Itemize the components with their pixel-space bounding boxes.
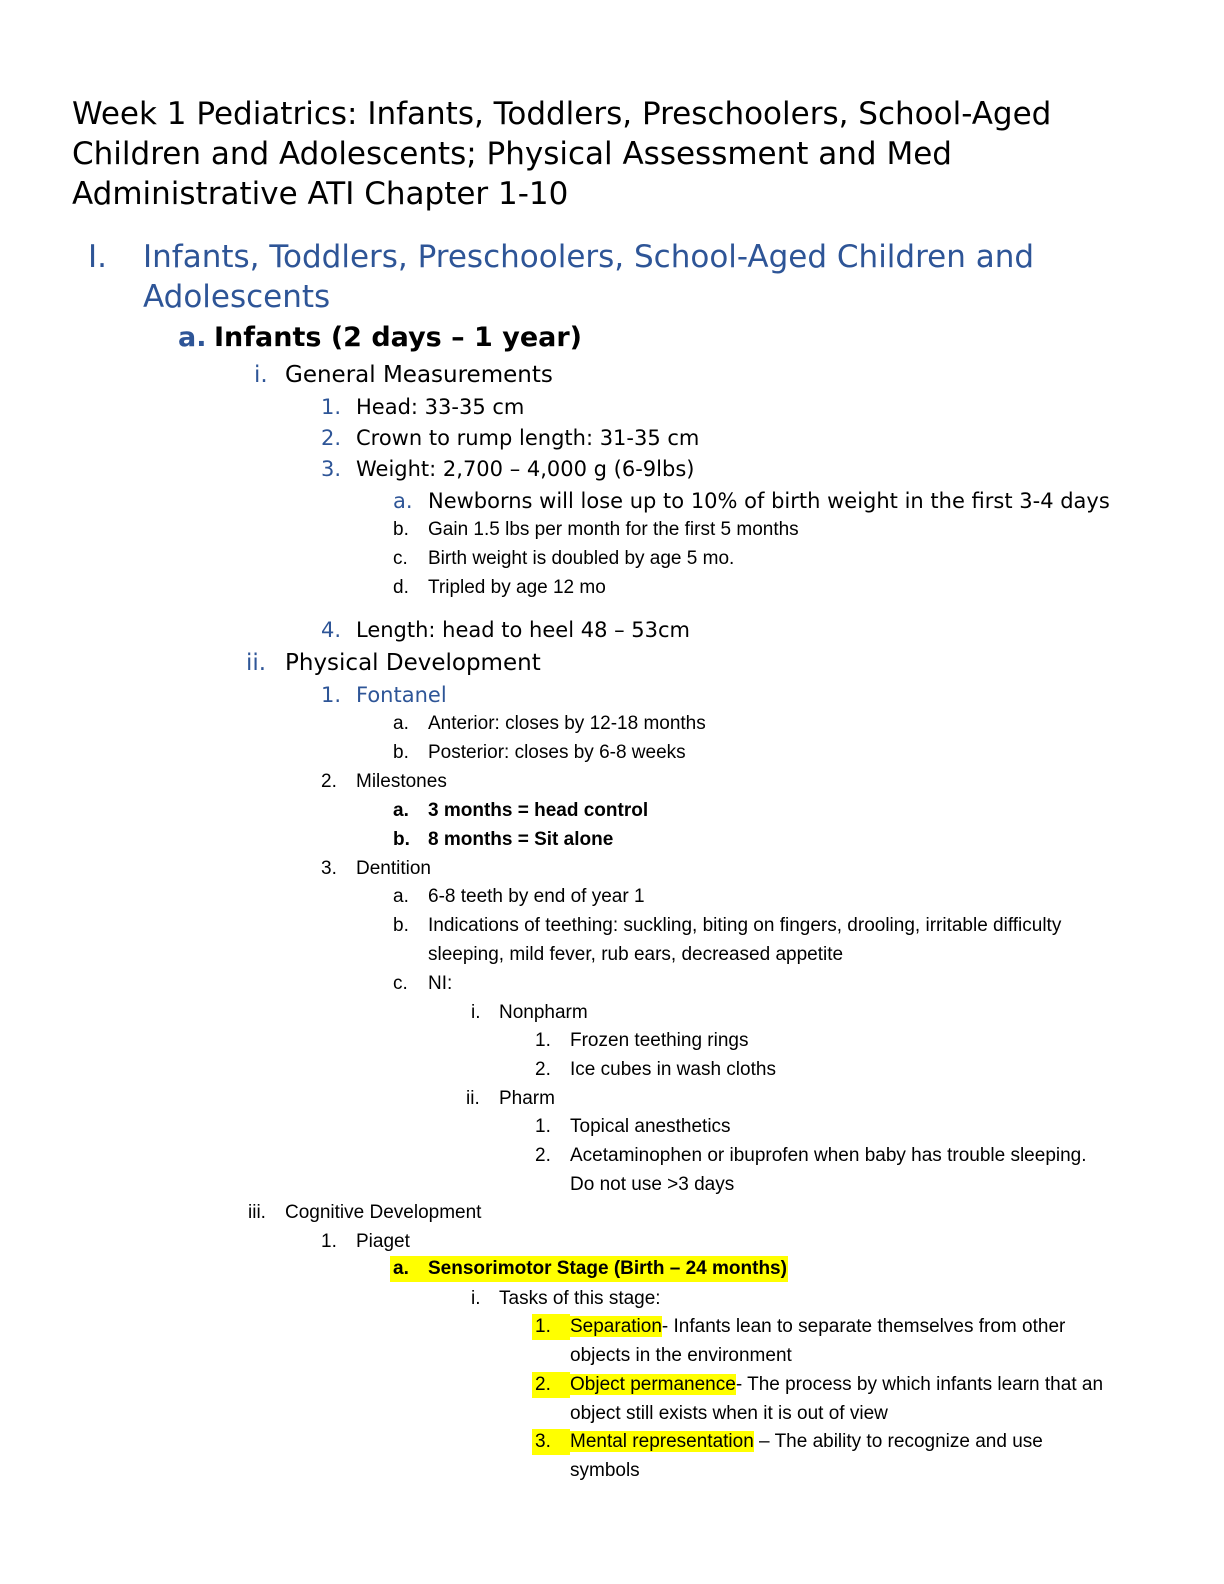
list-marker: b.: [393, 829, 410, 850]
list-item-text: Crown to rump length: 31-35 cm: [356, 426, 700, 450]
definition-text: – The ability to recognize and use: [753, 1431, 1043, 1452]
list-item-text: Frozen teething rings: [570, 1030, 749, 1051]
list-item-text: 3 months = head control: [428, 800, 649, 821]
subsection-heading-text: Infants (2 days – 1 year): [214, 322, 583, 353]
list-marker: 1.: [535, 1116, 551, 1137]
list-item-text: object still exists when it is out of view: [570, 1403, 888, 1424]
list-marker: ii.: [466, 1088, 480, 1109]
list-item-text: Tripled by age 12 mo: [428, 577, 606, 598]
list-item-text: Anterior: closes by 12-18 months: [428, 713, 706, 734]
list-marker: 3.: [321, 457, 342, 481]
list-item-text: Posterior: closes by 6-8 weeks: [428, 742, 686, 763]
list-marker: 3.: [532, 1429, 570, 1455]
title-line: Week 1 Pediatrics: Infants, Toddlers, Preschoolers, School-Aged: [72, 96, 1052, 132]
highlighted-list-item: [390, 1256, 788, 1282]
highlighted-term: Separation: [570, 1316, 662, 1337]
list-item-text: Do not use >3 days: [570, 1174, 735, 1195]
definition-text: - The process by which infants learn that an: [735, 1374, 1104, 1395]
list-item-text: Nonpharm: [499, 1002, 588, 1023]
list-marker: a.: [393, 886, 409, 907]
list-marker: 1.: [532, 1314, 570, 1340]
list-marker: 2.: [321, 771, 337, 792]
list-item-text: Newborns will lose up to 10% of birth weight in the first 3-4 days: [428, 489, 1110, 513]
definition-text: - Infants lean to separate themselves from other: [661, 1316, 1066, 1337]
highlighted-term: Mental representation: [570, 1431, 754, 1452]
list-item-text: Physical Development: [285, 650, 541, 676]
list-item-text: Birth weight is doubled by age 5 mo.: [428, 548, 735, 569]
list-item-text: 6-8 teeth by end of year 1: [428, 886, 645, 907]
list-item-text: Gain 1.5 lbs per month for the first 5 months: [428, 519, 799, 540]
section-heading-text: Infants, Toddlers, Preschoolers, School-Aged Children and: [143, 239, 1035, 275]
list-item-text: Length: head to heel 48 – 53cm: [356, 618, 691, 642]
list-marker: a.: [178, 322, 207, 353]
list-marker: 2.: [321, 426, 342, 450]
list-marker: 2.: [535, 1145, 551, 1166]
list-marker: iii.: [248, 1202, 266, 1223]
list-marker: b.: [393, 519, 409, 540]
list-item-text: Dentition: [356, 858, 431, 879]
list-marker: a.: [393, 800, 409, 821]
list-item-text: Weight: 2,700 – 4,000 g (6-9lbs): [356, 457, 695, 481]
list-marker: a.: [393, 1258, 409, 1279]
list-item-text: symbols: [570, 1460, 640, 1481]
list-item-text: Cognitive Development: [285, 1202, 482, 1223]
list-marker: 1.: [321, 1231, 337, 1252]
list-item-text: Topical anesthetics: [570, 1116, 731, 1137]
list-marker: 1.: [535, 1030, 551, 1051]
list-item-text: 8 months = Sit alone: [428, 829, 614, 850]
list-marker: i.: [471, 1002, 481, 1023]
list-item-text: sleeping, mild fever, rub ears, decreased appetite: [428, 944, 844, 965]
list-item-text: [532, 1429, 1043, 1455]
list-item-text: Indications of teething: suckling, biting on fingers, drooling, irritable difficulty: [428, 915, 1062, 936]
list-marker: 2.: [532, 1372, 570, 1398]
document-title: [72, 94, 1162, 214]
list-marker: 1.: [321, 683, 342, 707]
list-marker: I.: [88, 239, 107, 275]
list-item-text: Pharm: [499, 1088, 555, 1109]
section-heading-text: Adolescents: [143, 279, 331, 315]
list-marker: b.: [393, 742, 409, 763]
list-marker: b.: [393, 915, 409, 936]
list-item-text: objects in the environment: [570, 1345, 792, 1366]
list-marker: c.: [393, 973, 408, 994]
list-item-text: Head: 33-35 cm: [356, 395, 525, 419]
list-item-text: Piaget: [356, 1231, 410, 1252]
list-marker: 2.: [535, 1059, 551, 1080]
highlighted-term: Object permanence: [570, 1374, 736, 1395]
list-item-text: Ice cubes in wash cloths: [570, 1059, 776, 1080]
list-marker: 3.: [321, 858, 337, 879]
list-marker: 4.: [321, 618, 342, 642]
list-marker: i.: [254, 362, 268, 388]
list-item-text: [532, 1314, 1065, 1340]
list-item-text: Milestones: [356, 771, 447, 792]
list-item-text: General Measurements: [285, 362, 553, 388]
list-item-text: [532, 1372, 1103, 1398]
list-item-text: Acetaminophen or ibuprofen when baby has trouble sleeping.: [570, 1145, 1087, 1166]
list-item-text: NI:: [428, 973, 453, 994]
list-marker: d.: [393, 577, 409, 598]
title-line: Children and Adolescents; Physical Assessment and Med: [72, 136, 952, 172]
list-marker: 1.: [321, 395, 342, 419]
list-marker: a.: [393, 489, 413, 513]
list-marker: ii.: [246, 650, 267, 676]
list-item-text: Tasks of this stage:: [499, 1288, 661, 1309]
title-line: Administrative ATI Chapter 1-10: [72, 176, 569, 212]
list-marker: i.: [471, 1288, 481, 1309]
list-marker: a.: [393, 713, 409, 734]
list-marker: c.: [393, 548, 408, 569]
list-item-text: Sensorimotor Stage (Birth – 24 months): [428, 1258, 787, 1279]
list-item-text: Fontanel: [356, 683, 447, 707]
